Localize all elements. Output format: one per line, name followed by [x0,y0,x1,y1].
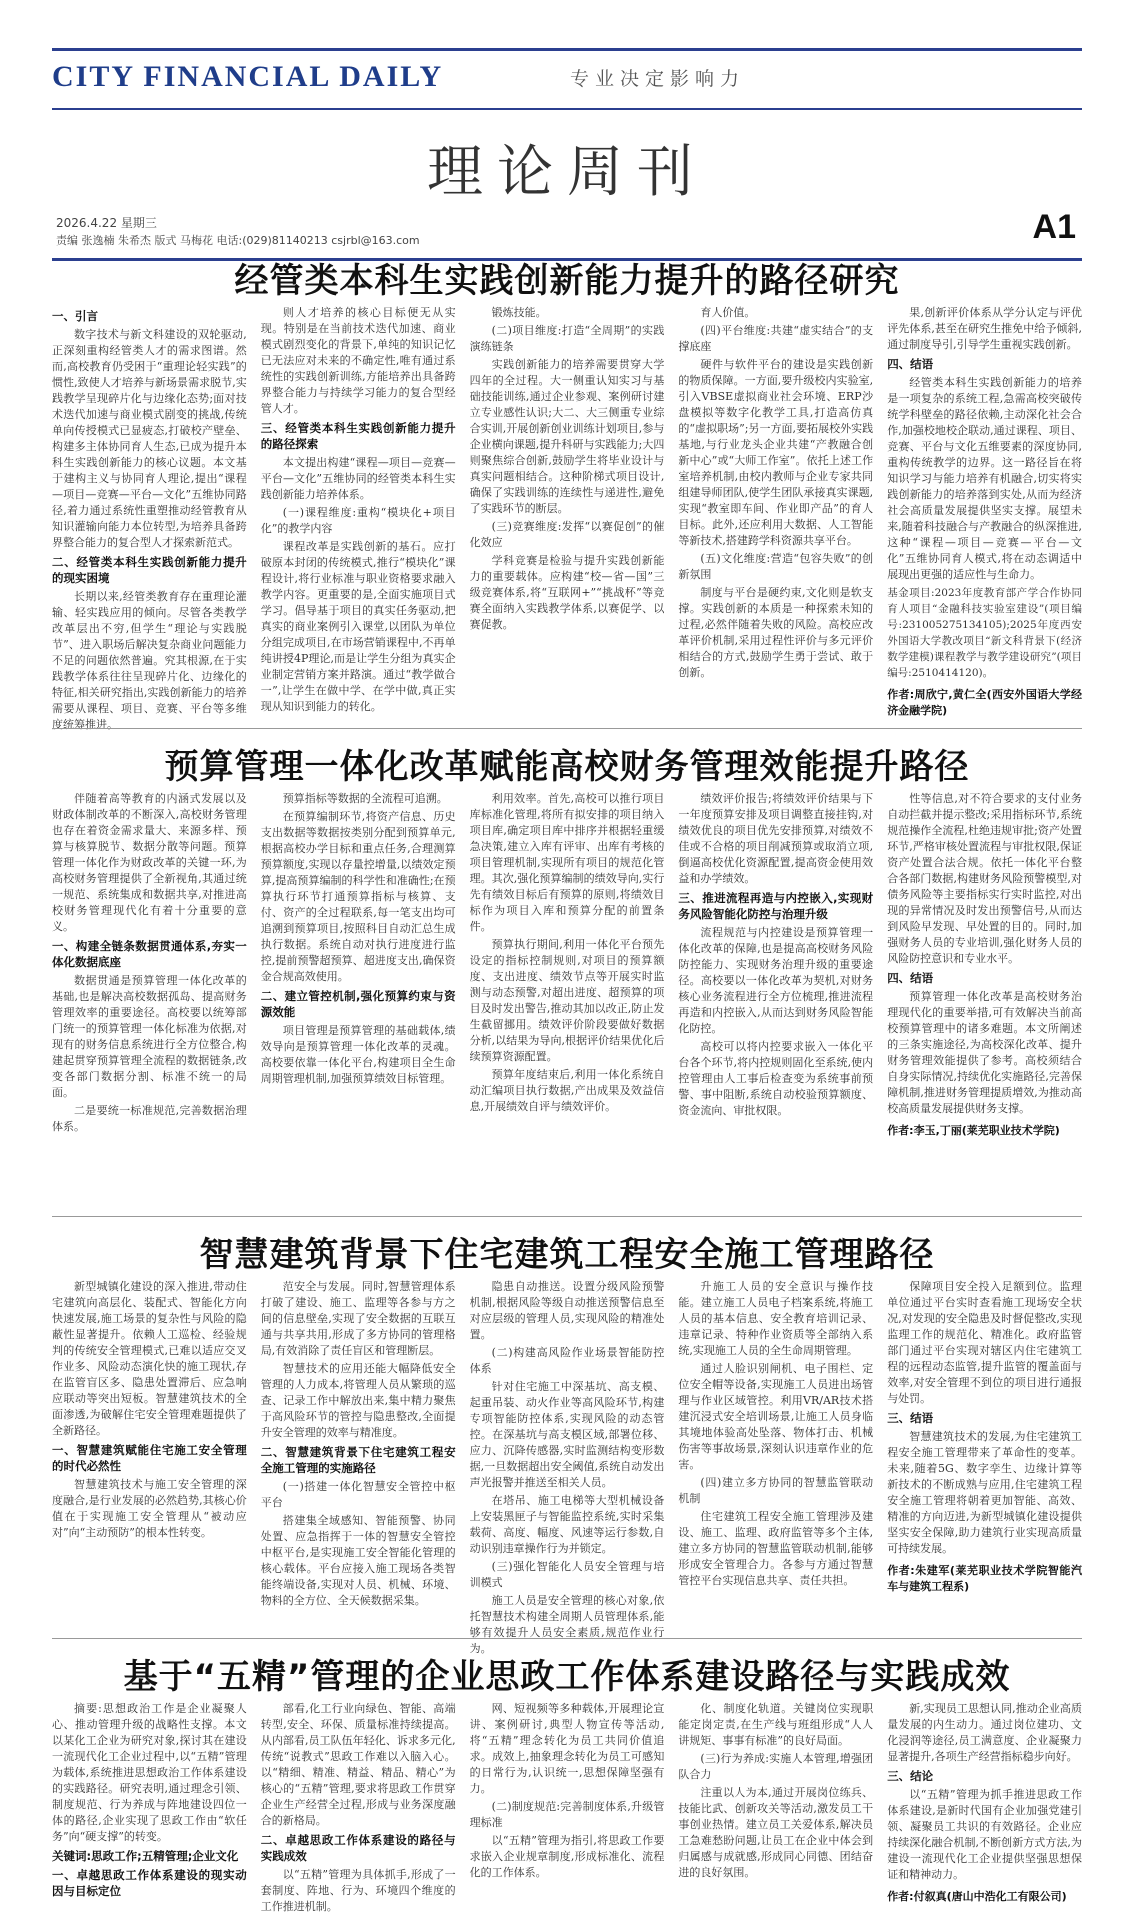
paragraph: (五)文化维度:营造“包容失败”的创新氛围 [678,552,874,581]
subheading: 一、构建全链条数据贯通体系,夯实一体化数据底座 [52,939,247,969]
article-column [261,1279,456,1619]
paragraph: 预算执行期间,利用一体化平台预先设定的指标控制规则,对项目的预算额度、支出进度、绩效节点等开展实时监测与动态预警,对超出进度、超预算的项目及时发出警告,推动其加以改正,防止发生截留挪用。绩效评价阶段要做好数据分析,以结果为导向,根据评价结果优化后续预算资源配置。 [469,938,665,1063]
subheading: 一、卓越思政工作体系建设的现实动因与目标定位 [52,1868,247,1898]
article-headline: 智慧建筑背景下住宅建筑工程安全施工管理路径 [199,1235,935,1275]
article-3 [52,1216,1082,1655]
paragraph: 在塔吊、施工电梯等大型机械设备上安装黑匣子与智能监控系统,实时采集载荷、高度、幅度、风速等运行参数,自动识别违章操作行为并锁定。 [469,1494,665,1555]
masthead [52,48,1082,110]
paragraph: 课程改革是实践创新的基石。应打破原本封闭的传统模式,推行“模块化”课程设计,将行业标准与职业资格要求融入教学内容。更重要的是,全面实施项目式学习。倡导基于项目的真实任务驱动,把真实的商业案例引入课堂,以团队为单位分组完成项目,在市场营销课程中,不再单纯讲授4P理论,而是让学生分组为真实企业制定营销方案并路演。通过“教学做合一”,让学生在做中学、在学中做,真正实现从知识到能力的转化。 [260,540,456,713]
paragraph: 长期以来,经管类教育存在重理论灌输、轻实践应用的倾向。尽管各类教学改革层出不穷,但学生“理论与实践脱节”、进入职场后解决复杂商业问题能力不足的问题依然普遍。究其根源,在于实践教学体系往往呈现碎片化、边缘化的特征,相关研究指出,实践创新能力的培养需要从课程、项目、竞赛、平台等多维度统筹推进。 [52,590,247,731]
paragraph: 利用效率。首先,高校可以推行项目库标准化管理,将所有拟安排的项目纳入项目库,确定项目库中排序并根据轻重缓急决策,建立入库有评审、出库有考核的项目管理机制,实现所有项目的规范化管理。其次,强化预算编制的绩效导向,实行先有绩效目标后有预算的原则,将绩效目标作为项目入库和预算分配的前置条件。 [469,792,665,933]
subheading: 四、结语 [887,971,934,985]
article-column [469,1701,665,1879]
paragraph: 流程规范与内控建设是预算管理一体化改革的保障,也是提高高校财务风险防控能力、实现财务治理升级的重要途径。高校要以一体化改革为契机,对财务核心业务流程进行全方位梳理,推进流程再造和内控嵌入,从而达到财务风险智能化防控。 [678,926,874,1035]
article-column [470,305,665,710]
article-column [260,1701,456,1913]
paragraph: (三)竞赛维度:发挥“以赛促创”的催化效应 [469,520,665,549]
article-column [260,305,456,713]
paragraph: 本文提出构建“课程—项目—竞赛—平台—文化”五维协同的经管类本科生实践创新能力培养体系。 [260,456,456,501]
paragraph: 通过人脸识别闸机、电子围栏、定位安全帽等设备,实现施工人员进出场管理与作业区域管控。利用VR/AR技术搭建沉浸式安全培训场景,让施工人员身临其境地体验高处坠落、物体打击、机械伤害等事故场景,深刻认识违章作业的危害。 [678,1362,874,1471]
paragraph: 摘要:思想政治工作是企业凝聚人心、推动管理升级的战略性支撑。本文以某化工企业为研究对象,探讨其在建设一流现代化工企业过程中,以“五精”管理为载体,系统推进思想政治工作体系建设的实践路径。研究表明,通过理念引领、制度规范、行为养成与阵地建设四位一体的路径,企业实现了思政工作由“软任务”向“硬支撑”的转变。 [52,1702,247,1843]
paragraph: 以“五精”管理为指引,将思政工作要求嵌入企业规章制度,形成标准化、流程化的工作体系。 [469,1834,665,1879]
paragraph: 智慧建筑技术的发展,为住宅建筑工程安全施工管理带来了革命性的变革。未来,随着5G、数字孪生、边缘计算等新技术的不断成熟与应用,住宅建筑工程安全施工管理将朝着更加智能、高效、精准的方向迈进,为新型城镇化建设提供坚实安全保障,助力建筑行业实现高质量可持续发展。 [887,1430,1082,1555]
paragraph: 则人才培养的核心目标便无从实现。特别是在当前技术迭代加速、商业模式剧烈变化的背景下,单纯的知识记忆已无法应对未来的不确定性,唯有通过系统性的实践创新训练,方能培养出具备跨界整合能力与持续学习能力的复合型经管人才。 [260,306,456,415]
paragraph: 数据贯通是预算管理一体化改革的基础,也是解决高校数据孤岛、提高财务管理效率的重要途径。高校要以统筹部门统一的预算管理一体化标准为依据,对现有的财务信息系统进行全方位整合,构建起贯穿预算管理全流程的数据链条,改变各部门数据分割、标准不统一的局面。 [52,974,247,1099]
paragraph: 高校可以将内控要求嵌入一体化平台各个环节,将内控规则固化至系统,使内控管理由人工事后检查变为系统事前预警、事中阻断,系统自动校验预算额度、资金流向、审批权限。 [678,1040,874,1117]
paragraph: (三)强化智能化人员安全管理与培训模式 [469,1560,665,1589]
article-column [887,1279,1082,1619]
article-body [52,1279,1082,1655]
article-column [678,305,873,710]
subheading: 二、卓越思政工作体系建设的路径与实践成效 [260,1833,456,1863]
article-column [678,1279,873,1619]
paragraph: 施工人员是安全管理的核心对象,依托智慧技术构建全周期人员管理体系,能够有效提升人员安全素质,规范作业行为。 [469,1594,665,1655]
paragraph: 范安全与发展。同时,智慧管理体系打破了建设、施工、监理等各参与方之间的信息壁垒,实现了安全数据的互联互通与共享共用,形成了多方协同的管理格局,有效消除了责任盲区和管理断层。 [260,1280,456,1357]
paragraph: 住宅建筑工程安全施工管理涉及建设、施工、监理、政府监管等多个主体,建立多方协同的智慧监管联动机制,能够形成安全管理合力。各参与方通过智慧管控平台实现信息共享、责任共担。 [678,1510,874,1587]
subheading: 一、智慧建筑赋能住宅施工安全管理的时代必然性 [52,1443,247,1473]
article-body [52,1701,1082,1913]
subheading: 三、推进流程再造与内控嵌入,实现财务风险智能化防控与治理升级 [678,891,874,921]
paragraph: 制度与平台是硬约束,文化则是软支撑。实践创新的本质是一种探索未知的过程,必然伴随着失败的风险。高校应改革评价机制,采用过程性评价与多元评价相结合的方式,鼓励学生勇于尝试、敢于创新。 [678,586,874,679]
subheading: 二、智慧建筑背景下住宅建筑工程安全施工管理的实施路径 [260,1445,456,1475]
subheading: 四、结语 [887,357,934,371]
paragraph: 智慧建筑技术与施工安全管理的深度融合,是行业发展的必然趋势,其核心价值在于实现施工安全管理从“被动应对”向“主动预防”的根本性转变。 [52,1478,247,1539]
editor-credits: 责编 张逸楠 朱希杰 版式 马梅花 电话:(029)81140213 csjrbl@163.com [56,234,420,247]
subheading: 三、经管类本科生实践创新能力提升的路径探索 [260,421,456,451]
masthead-title: CITY FINANCIAL DAILY [52,60,444,93]
article-column [678,791,873,1196]
paragraph: 部看,化工行业向绿色、智能、高端转型,安全、环保、质量标准持续提高。从内部看,员工队伍年轻化、诉求多元化,传统“说教式”思政工作难以入脑入心。以“精细、精准、精益、精品、精心”为核心的“五精”管理,要求将思政工作贯穿企业生产经营全过程,形成与业务深度融合的新格局。 [260,1702,456,1827]
subheading: 一、引言 [52,309,98,323]
paragraph: 预算管理一体化改革是高校财务治理现代化的重要举措,可有效解决当前高校预算管理中的诸多难题。本文所阐述的三条实施途径,为高校深化改革、提升财务管理效能提供了参考。高校须结合自身实际情况,持续优化实施路径,完善保障机制,推进财务管理提质增效,为推动高校高质量发展提供财务支撑。 [887,990,1082,1115]
paragraph: 注重以人为本,通过开展岗位练兵、技能比武、创新攻关等活动,激发员工干事创业热情。建立员工关爱体系,解决员工急难愁盼问题,让员工在企业中体会到归属感与成就感,形成同心同德、团结奋进的良好氛围。 [678,1786,874,1879]
paragraph: 锻炼技能。 [491,306,547,319]
paragraph: (四)建立多方协同的智慧监管联动机制 [678,1476,874,1505]
paragraph: 网、短视频等多种载体,开展理论宣讲、案例研讨,典型人物宣传等活动,将“五精”理念转化为员工共同价值追求。成效上,抽象理念转化为员工可感知的日常行为,认识统一,思想保障坚强有力。 [469,1702,665,1795]
article-column [52,1279,247,1619]
paragraph: 新型城镇化建设的深入推进,带动住宅建筑向高层化、装配式、智能化方向快速发展,施工场景的复杂性与风险的隐蔽性显著提升。依赖人工巡检、经验规判的传统安全管理模式,已难以适应交叉作业多、风险动态演化快的施工现状,存在监管盲区多、隐患处置滞后、应急响应联动等突出短板。智慧建筑技术的全面渗透,为破解住宅安全管理难题提供了全新路径。 [52,1280,247,1437]
article-1 [52,243,1082,731]
paragraph: 化、制度化轨道。关键岗位实现职能定岗定责,在生产线与班组形成“人人讲规矩、事事有标准”的良好局面。 [678,1702,874,1747]
section-title: 理论周刊 [427,140,707,205]
paragraph: 新,实现员工思想认同,推动企业高质量发展的内生动力。通过岗位建功、文化浸润等途径,员工满意度、企业凝聚力显著提升,各项生产经营指标稳步向好。 [887,1702,1082,1763]
paragraph: 隐患自动推送。设置分级风险预警机制,根据风险等级自动推送预警信息至对应层级的管理人员,实现风险的精准处置。 [469,1280,665,1341]
article-column [469,1279,665,1655]
subheading: 二、经管类本科生实践创新能力提升的现实困境 [52,555,247,585]
article-headline: 基于“五精”管理的企业思政工作体系建设路径与实践成效 [123,1657,1011,1697]
masthead-slogan: 专业决定影响力 [570,68,746,90]
issue-date: 2026.4.22 星期三 [56,216,157,230]
page-number: A1 [1032,208,1076,246]
article-column [887,305,1082,717]
paragraph: 学科竞赛是检验与提升实践创新能力的重要载体。应构建“校—省—国”三级竞赛体系,将“互联网+”“挑战杯”等竞赛全面纳入实践教学体系,以赛促学、以赛促教。 [469,554,665,631]
author-byline: 作者:朱建军(莱芜职业技术学院智能汽车与建筑工程系) [887,1564,1082,1593]
paragraph: 实践创新能力的培养需要贯穿大学四年的全过程。大一侧重认知实习与基础技能训练,通过企业参观、案例研讨建立专业感性认识;大二、大三侧重专业综合实训,开展创新创业训练计划项目,参与企业横向课题,提升科研与实践能力;大四则聚焦综合创新,鼓励学生将毕业设计与真实问题相结合。这种阶梯式项目设计,确保了实践训练的连续性与递进性,避免了实践环节的断层。 [469,358,665,515]
paragraph: 性等信息,对不符合要求的支付业务自动拦截并提示整改;采用指标环节,系统规范操作全流程,杜绝违规审批;资产处置环节,严格审核处置流程与审批权限,保证资产处置合法合规。依托一体化平台整合各部门数据,构建财务风险预警模型,对债务风险等主要指标实行实时监控,对出现的异常情况及时发出预警信号,从而达到风险早发现、早处置的目的。同时,加强财务人员的专业培训,强化财务人员的风险防控意识和专业水平。 [887,792,1082,965]
paragraph: (四)平台维度:共建“虚实结合”的支撑底座 [678,324,874,353]
paragraph: (二)构建高风险作业场景智能防控体系 [469,1346,665,1375]
article-column [470,791,665,1196]
paragraph: 以“五精”管理为具体抓手,形成了一套制度、阵地、行为、环境四个维度的工作推进机制。 [260,1868,456,1913]
article-column [678,1701,874,1879]
article-headline: 经管类本科生实践创新能力提升的路径研究 [234,261,900,301]
paragraph: 伴随着高等教育的内涵式发展以及财政体制改革的不断深入,高校财务管理也存在着资金需求量大、来源多样、预算与核算脱节、数据分散等问题。预算管理一体化作为财政改革的关键一环,为高校财务管理提供了全新视角,其通过统一规范、系统集成和数据共享,对推进高校财务管理现代化有着十分重要的意义。 [52,792,247,933]
article-headline: 预算管理一体化改革赋能高校财务管理效能提升路径 [164,747,970,787]
subheading: 二、建立管控机制,强化预算约束与资源效能 [260,989,456,1019]
article-column [887,1701,1082,1903]
paragraph: 硬件与软件平台的建设是实践创新的物质保障。一方面,要升级校内实验室,引入VBSE虚拟商业社会环境、ERP沙盘模拟等数字化教学工具,打造高仿真的“虚拟职场”;另一方面,要拓展校外实践基地,与行业龙头企业共建“产教融合创新中心”或“大师工作室”。依托上述工作室培养机制,由校内教师与企业专家共同组建导师团队,使学生团队承接真实课题,实现“教室即车间、作业即产品”的育人目标。此外,还应利用大数据、人工智能等新技术,搭建跨学科资源共享平台。 [678,358,874,547]
paragraph: (三)行为养成:实施人本管理,增强团队合力 [678,1752,874,1781]
paragraph: 绩效评价报告;将绩效评价结果与下一年度预算安排及项目调整直接挂钩,对绩效优良的项目优先安排预算,对绩效不佳或不合格的项目削减预算或取消立项,倒逼高校优化资源配置,提高资金使用效益和办学绩效。 [678,792,874,885]
paragraph: 经管类本科生实践创新能力的培养是一项复杂的系统工程,急需高校突破传统学科壁垒的路径依赖,主动深化社会合作,加强校地校企联动,通过课程、项目、竞赛、平台与文化五维要素的深度协同,重构传统教学的边界。这一路径旨在将知识学习与能力培养有机融合,切实将实践创新能力的培养落到实处,从而为经济社会高质量发展提供坚实支撑。展望未来,随着科技融合与产教融合的纵深推进,这种“课程—项目—竞赛—平台—文化”五维协同育人模式,将在动态调适中展现出更强的适应性与生命力。 [887,376,1082,581]
subheading: 三、结论 [887,1769,934,1783]
article-column [52,1701,247,1898]
article-4 [52,1638,1082,1913]
article-body [52,305,1082,731]
paragraph: 二是要统一标准规范,完善数据治理体系。 [52,1104,247,1133]
paragraph: 升施工人员的安全意识与操作技能。建立施工人员电子档案系统,将施工人员的基本信息、安全教育培训记录、违章记录、特种作业资质等全部纳入系统,实现施工人员的全生命周期管理。 [678,1280,874,1357]
paragraph: 保障项目安全投入足额到位。监理单位通过平台实时查看施工现场安全状况,对发现的安全隐患及时督促整改,实现监理工作的规范化、精准化。政府监管部门通过平台实现对辖区内住宅建筑工程的远程动态监管,提升监管的覆盖面与效率,对安全管理不到位的项目进行通报与处罚。 [887,1280,1082,1405]
subheading: 三、结语 [887,1411,934,1425]
article-column [52,791,247,1196]
newspaper-page [52,48,1082,1913]
paragraph: 育人价值。 [700,306,756,319]
paragraph: (一)课程维度:重构“模块化+项目化”的教学内容 [260,506,456,535]
fund-note: 基金项目:2023年度教育部产学合作协同育人项目“金融科技实验室建设”(项目编号:231005275134105);2025年度西安外国语大学教改项目“新文科背景下(经济数学建模)课程教学与教学建设研究”(项目编号:2510414120)。 [887,587,1082,679]
masthead-rule [52,48,1082,51]
paragraph: 搭建集全域感知、智能预警、协同处置、应急指挥于一体的智慧安全管控中枢平台,是实现施工安全智能化管理的核心载体。平台应接入施工现场各类智能终端设备,实现对人员、机械、环境、物料的全方位、全天候数据采集。 [260,1514,456,1607]
paragraph: 果,创新评价体系从学分认定与评优评先体系,甚至在研究生推免中给予倾斜,通过制度导引,引导学生重视实践创新。 [887,306,1082,351]
paragraph: 数字技术与新文科建设的双轮驱动,正深刻重构经管类人才的需求图谱。然而,高校教育仍受困于“重理论轻实践”的惯性,致使人才培养与新场景需求脱节,实践教学呈现碎片化与边缘化态势;面对技术迭代加速与商业模式剧变的挑战,传统单向传授模式已显疲态,打破校产壁垒、构建多主体协同育人生态,已成为提升本科生实践创新能力的核心议题。本文基于建构主义与协同育人理论,提出“课程—项目—竞赛—平台—文化”五维协同路径,着力通过系统性重塑推动经管教育从知识灌输向能力本位转型,为培养具备跨界整合能力的复合型人才探索新范式。 [52,328,247,549]
paragraph: 在预算编制环节,将资产信息、历史支出数据等数据按类别分配到预算单元,根据高校办学目标和重点任务,合理测算预算额度,实现以存量控增量,以绩效定预算,提高预算编制的科学性和准确性;在预算执行环节打通预算指标与核算、支付、资产的全过程联系,每一笔支出均可追溯到预算项目,按照科目自动汇总生成执行数据。系统自动对执行进度进行监控,提前预警超预算、超进度支出,确保资金合规高效使用。 [260,810,456,983]
author-byline: 作者:周欣宁,黄仁全(西安外国语大学经济金融学院) [887,688,1082,717]
paragraph: 针对住宅施工中深基坑、高支模、起重吊装、动火作业等高风险环节,构建专项智能防控体系,实现风险的动态管控。在深基坑与高支模区域,部署位移、应力、沉降传感器,实时监测结构变形数据,一旦数据超出安全阈值,系统自动发出声光报警并推送至相关人员。 [469,1380,665,1489]
paragraph: 智慧技术的应用还能大幅降低安全管理的人力成本,将管理人员从繁琐的巡查、记录工作中解放出来,集中精力聚焦于高风险环节的管控与隐患整改,全面提升安全管理的效率与精准度。 [260,1362,456,1439]
paragraph: (二)制度规范:完善制度体系,升级管理标准 [469,1800,665,1829]
author-byline: 作者:李玉,丁丽(莱芜职业技术学院) [887,1124,1060,1137]
paragraph: 项目管理是预算管理的基础载体,绩效导向是预算管理一体化改革的灵魂。高校要依靠一体化平台,构建项目全生命周期管理机制,加强预算绩效目标管理。 [260,1024,456,1085]
paragraph: (一)搭建一体化智慧安全管控中枢平台 [260,1480,456,1509]
paragraph: (二)项目维度:打造“全周期”的实践演练链条 [469,324,665,353]
paragraph: 预算指标等数据的全流程可追溯。 [282,792,448,805]
paragraph: 预算年度结束后,利用一体化系统自动汇编项目执行数据,产出成果及效益信息,开展绩效自评与绩效评价。 [469,1068,665,1113]
subheading: 关键词:思政工作;五精管理;企业文化 [52,1849,239,1863]
paragraph: 以“五精”管理为抓手推进思政工作体系建设,是新时代国有企业加强党建引领、凝聚员工共识的有效路径。企业应持续深化融合机制,不断创新方式方法,为建设一流现代化工企业提供坚强思想保证和精神动力。 [887,1788,1082,1881]
article-column [887,791,1082,1196]
article-column [261,791,456,1196]
author-byline: 作者:付叙真(唐山中浩化工有限公司) [887,1890,1067,1903]
article-2 [52,728,1082,1199]
article-column [52,305,247,731]
article-body [52,791,1082,1196]
